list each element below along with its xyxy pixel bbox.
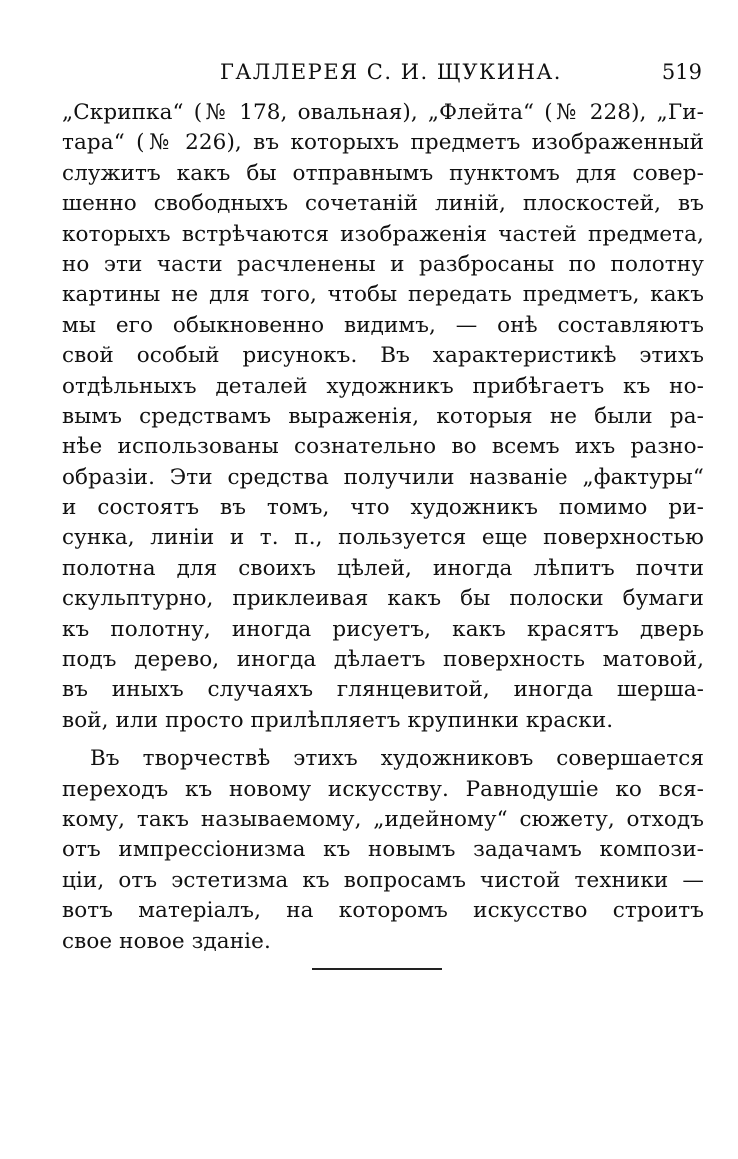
text-line: свой особый рисунокъ. Въ характеристикѣ этихъ	[62, 343, 704, 369]
text-line: мы его обыкновенно видимъ, — онѣ составляютъ	[62, 312, 704, 338]
text-line: вотъ матеріалъ, на которомъ искусство строитъ	[62, 898, 704, 924]
text-line: вой, или просто прилѣпляетъ крупинки краски.	[62, 707, 614, 733]
text-line: тара“ (№ 226), въ которыхъ предметъ изображенный	[62, 130, 704, 156]
text-line: подъ дерево, иногда дѣлаетъ поверхность матовой,	[62, 647, 704, 673]
text-line: Въ творчествѣ этихъ художниковъ совершается	[90, 746, 704, 772]
text-line: служитъ какъ бы отправнымъ пунктомъ для совер-	[62, 160, 704, 186]
text-line: къ полотну, иногда рисуетъ, какъ красятъ дверь	[62, 616, 704, 642]
section-end-rule	[312, 968, 442, 970]
text-line: полотна для своихъ цѣлей, иногда лѣпитъ почти	[62, 555, 704, 581]
text-line: отдѣльныхъ деталей художникъ прибѣгаетъ къ но-	[62, 373, 704, 399]
text-line: скульптурно, приклеивая какъ бы полоски бумаги	[62, 586, 704, 612]
text-line: и состоятъ въ томъ, что художникъ помимо ри-	[62, 495, 704, 521]
text-line: свое новое зданіе.	[62, 928, 271, 954]
text-line: но эти части расчленены и разбросаны по полотну	[62, 251, 704, 277]
text-line: переходъ къ новому искусству. Равнодушіе ко вся-	[62, 776, 704, 802]
text-line: отъ импрессіонизма къ новымъ задачамъ компози-	[62, 837, 704, 863]
paragraph-gap	[62, 736, 704, 744]
running-head	[62, 56, 702, 88]
text-line: вымъ средствамъ выраженія, которыя не были ра-	[62, 403, 704, 429]
running-title: ГАЛЛЕРЕЯ С. И. ЩУКИНА.	[220, 60, 562, 84]
text-line: сунка, линіи и т. п., пользуется еще поверхностью	[62, 525, 704, 551]
text-line: образіи. Эти средства получили названіе „фактуры“	[62, 464, 704, 490]
body-text	[62, 98, 704, 957]
text-line: картины не для того, чтобы передать предметъ, какъ	[62, 282, 704, 308]
text-line: кому, такъ называемому, „идейному“ сюжету, отходъ	[62, 806, 704, 832]
text-line: нѣе использованы сознательно во всемъ ихъ разно-	[62, 434, 704, 460]
text-line: ціи, отъ эстетизма къ вопросамъ чистой техники —	[62, 867, 704, 893]
text-line: въ иныхъ случаяхъ глянцевитой, иногда шерша-	[62, 677, 704, 703]
page-number: 519	[661, 60, 702, 84]
paragraph-1	[62, 98, 704, 736]
text-line: „Скрипка“ (№ 178, овальная), „Флейта“ (№ 228), „Ги-	[62, 100, 704, 125]
paragraph-2	[62, 744, 704, 957]
text-line: которыхъ встрѣчаются изображенія частей предмета,	[62, 221, 704, 247]
text-line: шенно свободныхъ сочетаній линій, плоскостей, въ	[62, 191, 704, 217]
